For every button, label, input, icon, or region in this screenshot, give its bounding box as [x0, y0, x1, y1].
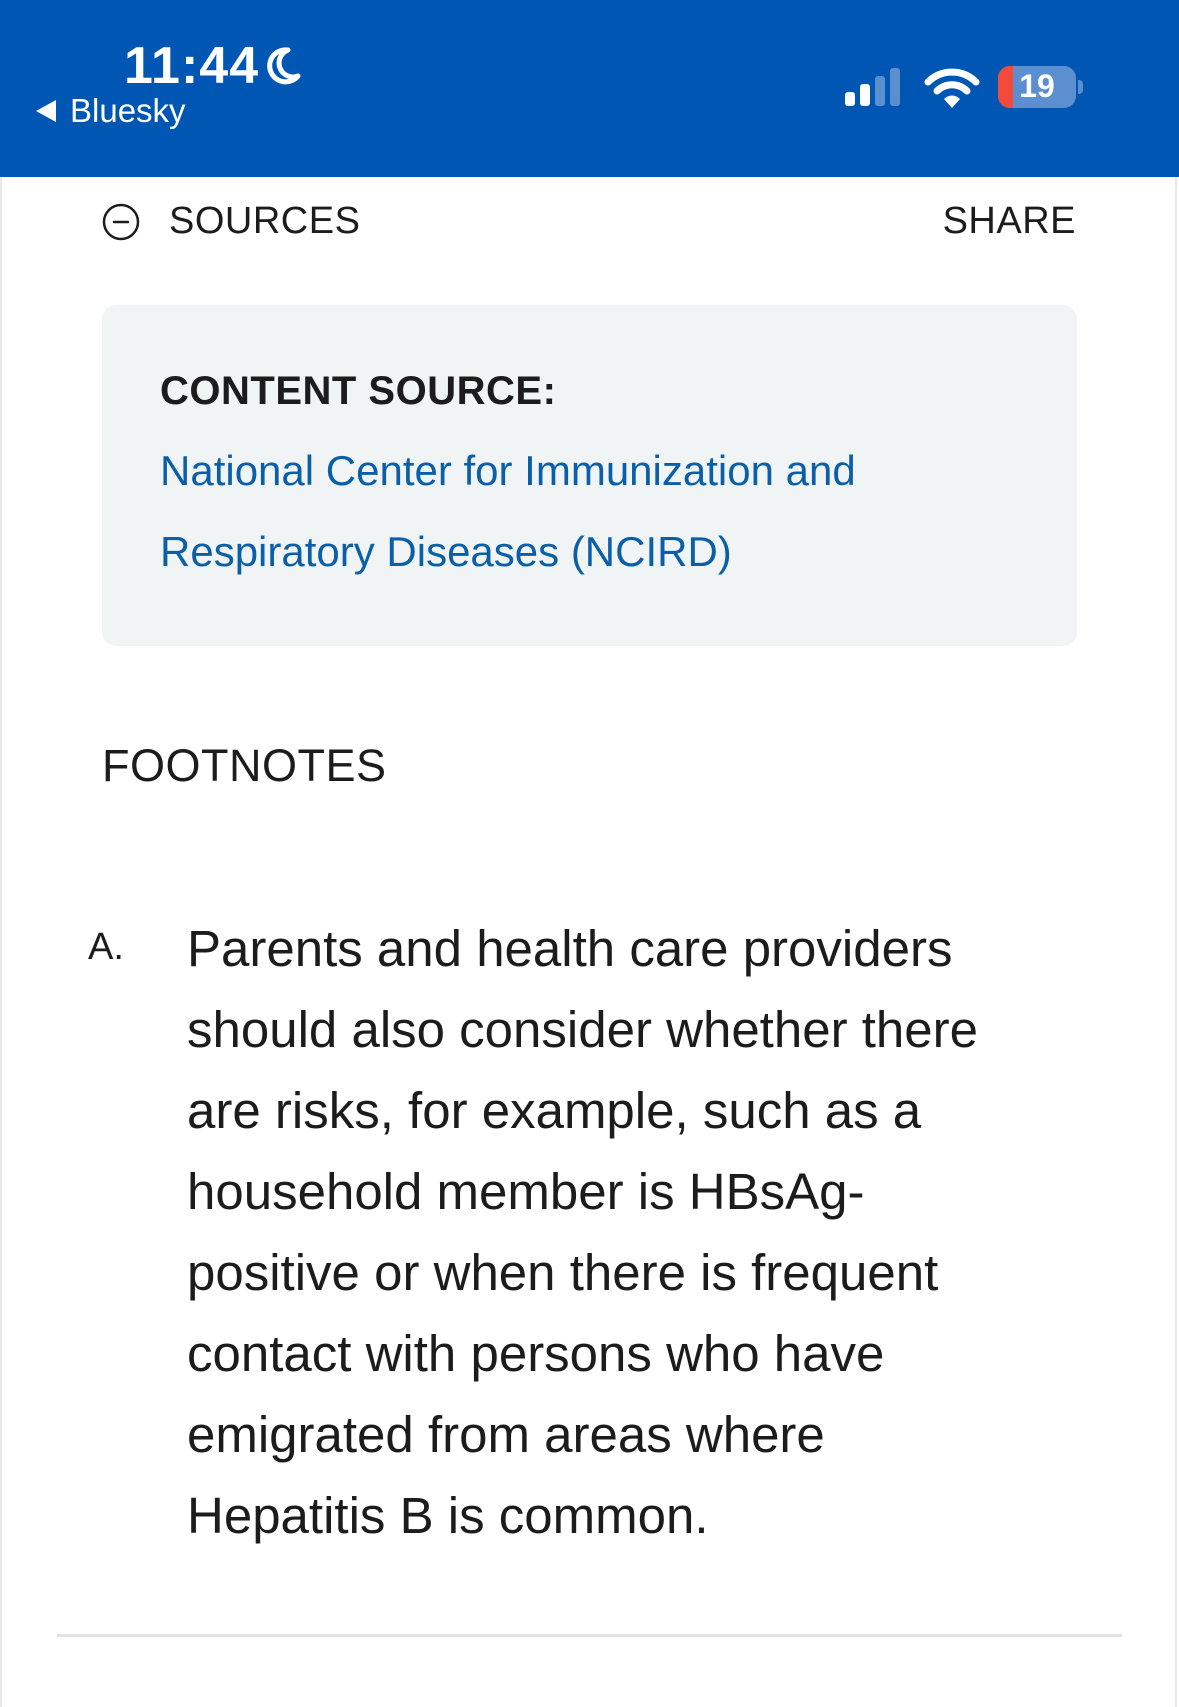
wifi-icon [924, 66, 980, 110]
sources-toggle-button[interactable] [101, 200, 360, 243]
share-button[interactable]: SHARE [942, 200, 1076, 242]
footnotes-heading: FOOTNOTES [102, 740, 387, 791]
back-arrow-icon [36, 100, 56, 122]
divider [57, 1634, 1122, 1637]
footnote-text: Parents and health care providers should also consider whether there are risks, for example, such as a household member is HBsAg-positive or when there is frequent contact with persons who have emigrated from areas where Hepatitis B is common. [187, 920, 978, 1544]
battery-level: 19 [1019, 68, 1055, 104]
footnote-marker: A. [88, 926, 124, 968]
battery-icon [998, 66, 1076, 108]
content-source-box [102, 305, 1077, 646]
status-time: 11:44 [124, 37, 260, 95]
content-source-link[interactable]: National Center for Immunization and Respiratory Diseases (NCIRD) [160, 447, 856, 575]
battery-tip [1078, 80, 1083, 94]
back-to-app-button[interactable] [36, 92, 186, 130]
signal-icon [845, 68, 905, 108]
status-bar [0, 0, 1179, 177]
sources-label: SOURCES [169, 200, 361, 242]
content-source-heading: CONTENT SOURCE: [160, 369, 557, 413]
minus-circle-icon [101, 202, 141, 242]
moon-icon [262, 46, 302, 86]
back-app-label: Bluesky [70, 92, 186, 129]
